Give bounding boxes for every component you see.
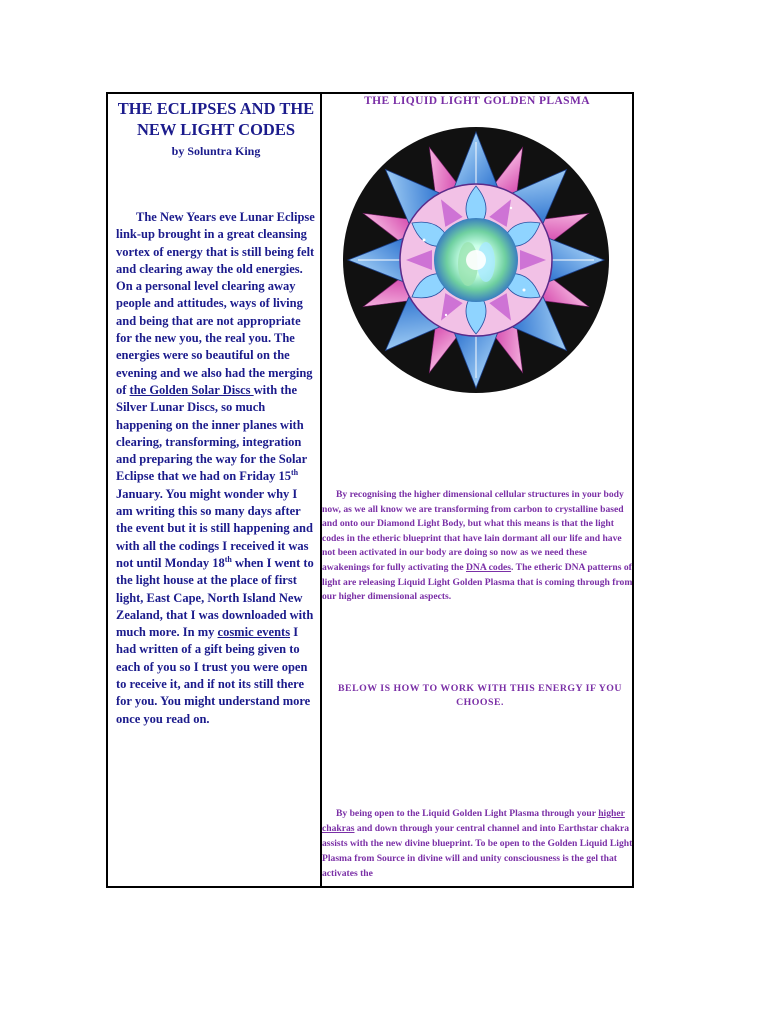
body-text: when I went to the light house at the place of first light, East Cape, North Island New Zealand, that I was downloaded with much more. In my	[116, 555, 314, 640]
ordinal-suffix: th	[291, 468, 299, 478]
dna-codes-paragraph	[322, 488, 632, 605]
golden-solar-discs-link[interactable]: the Golden Solar Discs	[129, 382, 254, 397]
body-text: I had written of a gift being given to each of you so I trust you were open to receive it, and if not its still there for you. You might understand more once you read on.	[116, 625, 311, 726]
right-column	[322, 94, 632, 886]
instructions-heading: BELOW IS HOW TO WORK WITH THIS ENERGY IF YOU CHOOSE.	[338, 683, 622, 708]
paragraph-text: and down through your central channel and into Earthstar chakra assists with the new divine blueprint. To be open to the Golden Liquid Light Plasma from Source in divine will and unity consciousness is the gel that activates the	[322, 823, 632, 879]
body-text: The New Years eve Lunar Eclipse link-up brought in a great cleansing vortex of energy that is still being felt and clearing away the old energies. On a personal level clearing away people and attitudes, ways of living and being that are not appropriate for the new you, the real you. The energies were so beautiful on the evening and we also had the merging of	[116, 210, 315, 397]
body-text: January. You might wonder why I am writing this so many days after the event but it is still happening and with all the codings I received it was not until Monday 18	[116, 486, 313, 570]
dna-codes-link[interactable]: DNA codes	[466, 561, 512, 573]
paragraph-text: By being open to the Liquid Golden Light Plasma through your	[336, 808, 599, 819]
left-column	[108, 94, 320, 886]
mandala-image	[342, 126, 610, 394]
ordinal-suffix: th	[224, 554, 232, 564]
article-body	[116, 209, 316, 728]
section-title: THE LIQUID LIGHT GOLDEN PLASMA	[364, 95, 590, 107]
higher-chakras-paragraph	[322, 806, 632, 881]
cosmic-events-link[interactable]: cosmic events	[217, 625, 291, 640]
paragraph-text: . The etheric DNA patterns of light are releasing Liquid Light Golden Plasma that is coming through from our higher dimensional aspects.	[322, 561, 632, 603]
article-byline: by Soluntra King	[171, 144, 261, 158]
body-text: with the Silver Lunar Discs, so much happening on the inner planes with clearing, transforming, integration and preparing the way for the Solar Eclipse that we had on Friday 15	[116, 382, 307, 484]
article-title: THE ECLIPSES AND THE NEW LIGHT CODES	[117, 99, 315, 139]
paragraph-text: By recognising the higher dimensional cellular structures in your body now, as we all know we are transforming from carbon to crystalline based and onto our Diamond Light Body, but what this means is that the light codes in the etheric blueprint that have lain dormant all our life and have not been activated in our body are doing so now as we need these awakenings for fully activating the	[322, 489, 624, 573]
higher-chakras-link[interactable]: higher chakras	[322, 808, 625, 834]
article-frame	[106, 92, 634, 888]
